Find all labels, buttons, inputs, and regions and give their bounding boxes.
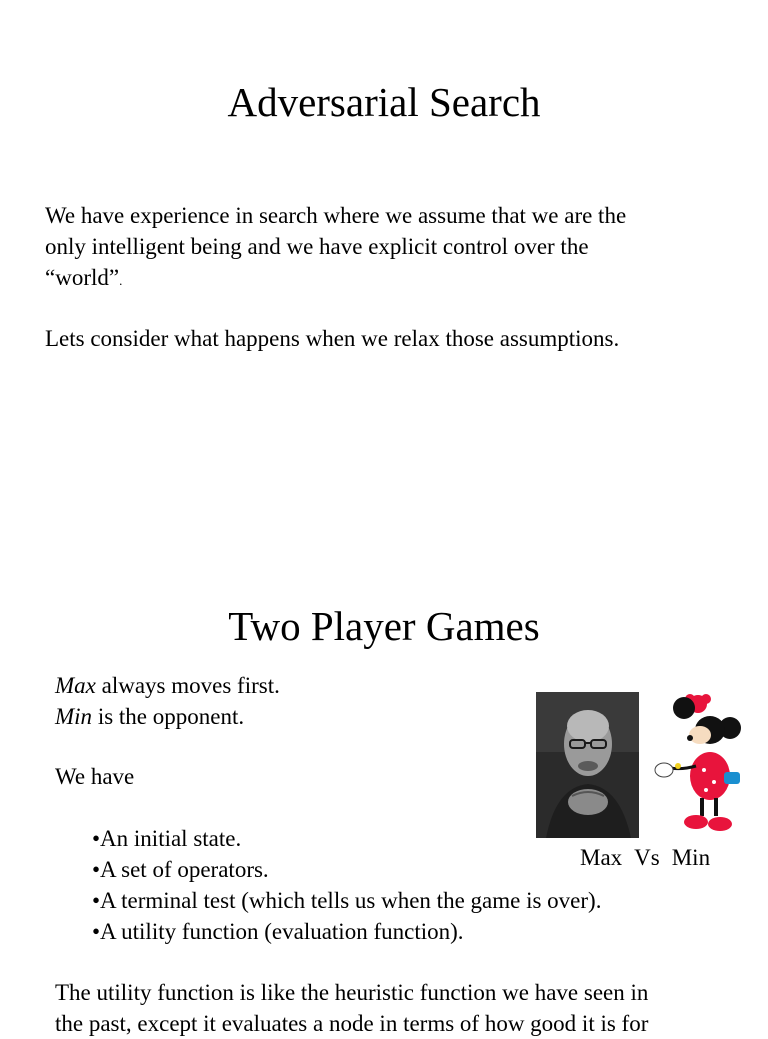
max-vs-min-caption [580, 845, 710, 871]
min-term: Min [55, 704, 93, 729]
game-elements-list [92, 823, 601, 947]
max-portrait-photo [536, 692, 639, 838]
list-item: •A utility function (evaluation function). [92, 919, 464, 944]
caption-vs: Vs [634, 845, 660, 870]
list-item: •An initial state. [92, 826, 242, 851]
min-opponent-line [55, 701, 280, 732]
list-item: •A set of operators. [92, 857, 269, 882]
world-period: . [119, 273, 123, 288]
we-have-text: We have [55, 764, 135, 789]
slide1-para1-line3 [45, 262, 626, 296]
slide1-para1-line2: only intelligent being and we have explicit control over the [45, 234, 589, 259]
min-line-rest: is the opponent. [92, 704, 245, 729]
max-line-rest: always moves first. [95, 673, 280, 698]
list-item: •A terminal test (which tells us when the game is over). [92, 888, 602, 913]
slide2-title: Two Player Games [228, 603, 540, 649]
closing-line-2: the past, except it evaluates a node in terms of how good it is for [55, 1011, 649, 1036]
slide2-intro [55, 670, 280, 732]
max-moves-first-line [55, 670, 280, 701]
caption-min: Min [671, 845, 711, 870]
slide1-title: Adversarial Search [227, 79, 541, 125]
caption-max: Max [580, 845, 623, 870]
minnie-mouse-illustration [652, 690, 744, 840]
slide1-para1-line1: We have experience in search where we assume that we are the [45, 203, 627, 228]
max-term: Max [55, 673, 96, 698]
slide1-paragraph-1 [45, 200, 626, 296]
utility-function-paragraph [55, 977, 648, 1039]
slide1-paragraph-2: Lets consider what happens when we relax those assumptions. [45, 326, 620, 351]
closing-line-1: The utility function is like the heuristic function we have seen in [55, 980, 649, 1005]
world-quoted-word: “world” [45, 265, 120, 290]
